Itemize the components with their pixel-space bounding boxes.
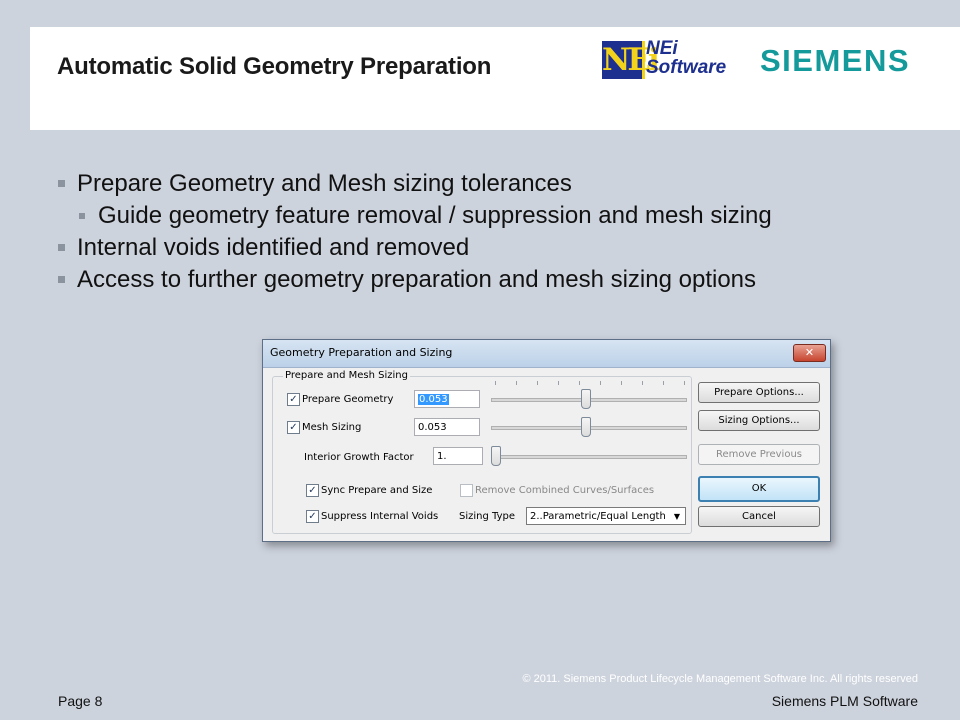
- check-icon: ✓: [289, 394, 298, 405]
- bullet-list: [58, 168, 772, 296]
- dialog-title: Geometry Preparation and Sizing: [270, 346, 453, 359]
- siemens-logo: SIEMENS: [760, 43, 911, 78]
- bullet-item: Internal voids identified and removed: [58, 232, 772, 264]
- cancel-button[interactable]: Cancel: [698, 506, 820, 527]
- copyright-notice: © 2011. Siemens Product Lifecycle Management Software Inc. All rights reserved: [522, 673, 918, 685]
- bullet-square-icon: [58, 244, 65, 251]
- slide-title: Automatic Solid Geometry Preparation: [57, 53, 492, 80]
- prepare-mesh-sizing-group: [272, 370, 692, 534]
- bullet-item: Access to further geometry preparation and mesh sizing options: [58, 264, 772, 296]
- suppress-voids-label: Suppress Internal Voids: [321, 511, 439, 522]
- bullet-square-icon: [58, 276, 65, 283]
- dialog-titlebar[interactable]: [263, 340, 830, 368]
- geometry-preparation-dialog: [262, 339, 831, 542]
- mesh-sizing-slider[interactable]: [491, 417, 687, 437]
- ok-button[interactable]: OK: [698, 476, 820, 502]
- nei-logo-text-line1: NEi: [646, 38, 678, 59]
- close-icon: ✕: [804, 346, 815, 359]
- interior-growth-input[interactable]: 1.: [433, 447, 483, 465]
- remove-combined-label: Remove Combined Curves/Surfaces: [475, 485, 655, 496]
- sizing-type-label: Sizing Type: [459, 511, 515, 522]
- slider-thumb[interactable]: [581, 389, 591, 409]
- prepare-geometry-label: Prepare Geometry: [302, 394, 394, 405]
- nei-logo-text-line2: Software: [646, 57, 727, 78]
- bullet-square-icon: [79, 213, 85, 219]
- prepare-options-button[interactable]: Prepare Options...: [698, 382, 820, 403]
- prepare-geometry-checkbox[interactable]: [287, 393, 300, 406]
- check-icon: ✓: [308, 511, 317, 522]
- sizing-options-button[interactable]: Sizing Options...: [698, 410, 820, 431]
- slider-ticks: [495, 381, 685, 385]
- close-button[interactable]: [793, 344, 826, 362]
- bullet-item: Prepare Geometry and Mesh sizing tolerances: [58, 168, 772, 200]
- remove-previous-button[interactable]: Remove Previous: [698, 444, 820, 465]
- interior-growth-slider[interactable]: [491, 446, 687, 466]
- remove-combined-checkbox[interactable]: [460, 484, 473, 497]
- footer-org: Siemens PLM Software: [771, 693, 918, 709]
- nei-logo-text: [646, 39, 726, 77]
- slider-thumb[interactable]: [581, 417, 591, 437]
- mesh-sizing-input[interactable]: 0.053: [414, 418, 480, 436]
- suppress-voids-checkbox[interactable]: [306, 510, 319, 523]
- nei-logo-mark: NEi: [602, 42, 657, 78]
- sync-prepare-checkbox[interactable]: [306, 484, 319, 497]
- check-icon: ✓: [289, 422, 298, 433]
- prepare-geometry-input[interactable]: [414, 390, 480, 408]
- mesh-sizing-checkbox[interactable]: [287, 421, 300, 434]
- prepare-geometry-value: 0.053: [419, 394, 448, 405]
- check-icon: ✓: [308, 485, 317, 496]
- sync-prepare-label: Sync Prepare and Size: [321, 485, 433, 496]
- slider-thumb[interactable]: [491, 446, 501, 466]
- mesh-sizing-label: Mesh Sizing: [302, 422, 362, 433]
- prepare-geometry-slider[interactable]: [491, 389, 687, 409]
- slide-header: [30, 27, 960, 130]
- sizing-type-select[interactable]: [526, 507, 686, 525]
- bullet-square-icon: [58, 180, 65, 187]
- nei-software-logo: [602, 39, 732, 81]
- sub-bullet-item: Guide geometry feature removal / suppression and mesh sizing: [58, 200, 772, 232]
- interior-growth-label: Interior Growth Factor: [304, 452, 414, 463]
- sizing-type-value: 2..Parametric/Equal Length: [530, 511, 666, 522]
- page-number: Page 8: [58, 693, 103, 709]
- group-label: Prepare and Mesh Sizing: [285, 370, 408, 381]
- chevron-down-icon: ▼: [673, 512, 680, 521]
